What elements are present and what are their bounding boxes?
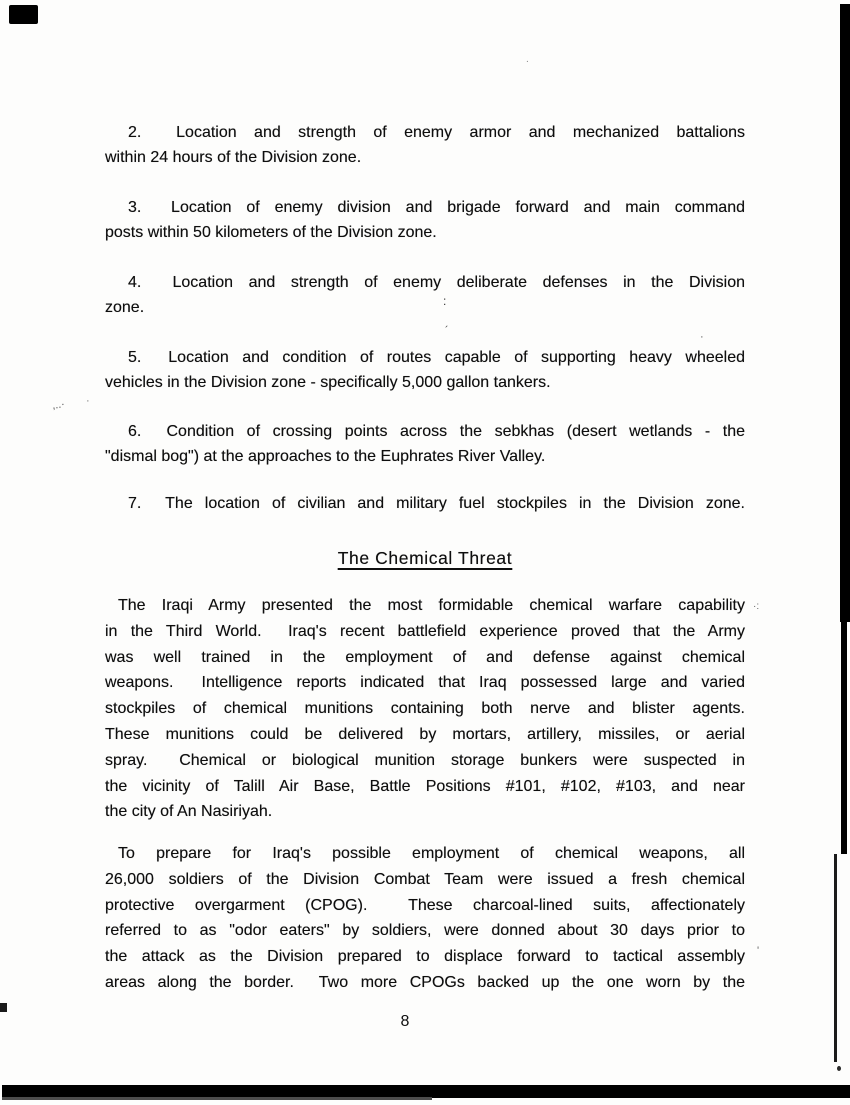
text-line: stockpiles of chemical munitions containing both nerve and blister agents.	[105, 700, 745, 718]
text-line: was well trained in the employment of and defense against chemical	[105, 648, 745, 666]
text-line: 7. The location of civilian and military fuel stockpiles in the Division zone.	[128, 495, 745, 512]
scan-mark-top-left	[9, 5, 38, 24]
text-line: 26,000 soldiers of the Division Combat Team were issued a fresh chemical	[105, 870, 745, 888]
text-line: 6. Condition of crossing points across the sebkhas (desert wetlands - the	[128, 423, 745, 440]
text-line: spray. Chemical or biological munition storage bunkers were suspected in	[105, 751, 745, 769]
scan-speckle: ·	[700, 331, 704, 343]
scan-dash-left-edge	[0, 1003, 7, 1012]
text-line: 5. Location and condition of routes capable of supporting heavy wheeled	[128, 349, 745, 366]
text-line: "dismal bog") at the approaches to the Euphrates River Valley.	[105, 447, 546, 465]
scan-speckle: ´	[445, 325, 449, 337]
scan-speck-right-bottom	[837, 1066, 841, 1071]
numbered-item-7	[105, 492, 745, 517]
text-line: in the Third World. Iraq's recent battlefield experience proved that the Army	[105, 622, 745, 640]
scan-line-right-low	[834, 854, 837, 1062]
section-heading-row	[105, 548, 745, 569]
text-line: 4. Location and strength of enemy deliberate defenses in the Division	[128, 274, 745, 291]
text-line: posts within 50 kilometers of the Division zone.	[105, 223, 437, 241]
text-line: zone.	[105, 298, 145, 316]
numbered-item-5	[105, 346, 745, 395]
text-line: protective overgarment (CPOG). These charcoal-lined suits, affectionately	[105, 896, 745, 914]
scan-speckle: .	[526, 54, 529, 65]
scan-speckle: ·:	[753, 601, 760, 612]
section-heading: The Chemical Threat	[337, 548, 513, 568]
text-line: weapons. Intelligence reports indicated that Iraq possessed large and varied	[105, 674, 745, 692]
text-line: within 24 hours of the Division zone.	[105, 148, 362, 166]
paragraph-chemical-threat-2	[105, 841, 745, 996]
scan-bar-bottom-fringe	[2, 1097, 432, 1100]
paragraph-chemical-threat-1	[105, 593, 745, 825]
text-line: The Iraqi Army presented the most formidable chemical warfare capability	[118, 597, 745, 614]
text-line: vehicles in the Division zone - specifically 5,000 gallon tankers.	[105, 373, 551, 391]
text-line: areas along the border. Two more CPOGs backed up the one worn by the	[105, 973, 745, 991]
numbered-item-2	[105, 121, 745, 170]
text-line: 2. Location and strength of enemy armor and mechanized battalions	[128, 124, 745, 141]
text-line: To prepare for Iraq's possible employment of chemical weapons, all	[118, 845, 745, 862]
text-line: the city of An Nasiriyah.	[105, 803, 273, 821]
scan-bar-right-top	[840, 4, 850, 622]
numbered-item-6	[105, 420, 745, 469]
page-number-row	[105, 1013, 705, 1031]
text-line: the vicinity of Talill Air Base, Battle Positions #101, #102, #103, and near	[105, 777, 745, 795]
scan-bar-right-mid	[841, 620, 847, 854]
scan-speckle: '	[757, 945, 760, 957]
text-line: referred to as "odor eaters" by soldiers, were donned about 30 days prior to	[105, 922, 745, 940]
scan-speckle: ·	[86, 395, 90, 407]
scan-speckle: :	[443, 294, 447, 308]
numbered-item-3	[105, 196, 745, 245]
numbered-item-4	[105, 271, 745, 320]
text-line: 3. Location of enemy division and brigade forward and main command	[128, 199, 745, 216]
text-line: the attack as the Division prepared to displace forward to tactical assembly	[105, 948, 745, 966]
scan-speckle: ,..·	[51, 398, 66, 412]
text-line: These munitions could be delivered by mortars, artillery, missiles, or aerial	[105, 725, 745, 743]
page-number: 8	[400, 1013, 410, 1030]
